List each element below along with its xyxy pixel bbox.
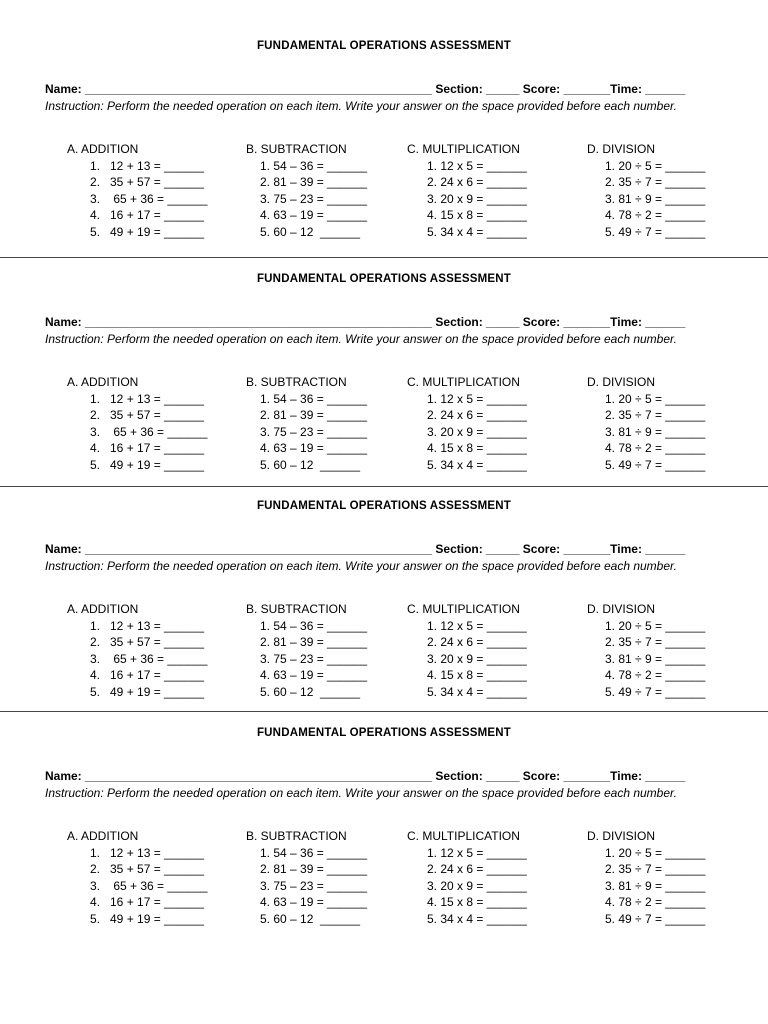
list-item: 3. 81 ÷ 9 = ______ (605, 651, 706, 666)
list-item: 4. 16 + 17 = ______ (90, 668, 205, 682)
list-item: 4. 78 ÷ 2 = ______ (605, 668, 706, 682)
name-section-score-time-line: Name: ____________________________________________________ Section: _____ Score: _______Time: ______ (45, 82, 686, 96)
list-item: 1. 12 + 13 = ______ (90, 845, 205, 860)
list-item: 5. 34 x 4 = ______ (427, 684, 527, 699)
list-item: 4. 15 x 8 = ______ (427, 668, 527, 682)
list-item: 1. 20 ÷ 5 = ______ (605, 618, 706, 633)
list-item: 1. 54 – 36 = ______ (260, 158, 368, 173)
list-item: 3. 81 ÷ 9 = ______ (605, 424, 706, 439)
subtraction-column (246, 828, 367, 927)
list-item: 5. 60 – 12 ______ (260, 684, 361, 699)
column-header-division: D. DIVISION (587, 142, 656, 156)
column-header-addition: A. ADDITION (67, 375, 139, 389)
list-item: 3. 75 – 23 = ______ (260, 651, 368, 666)
list-item: 2. 35 ÷ 7 = ______ (605, 175, 706, 189)
list-item: 3. 20 x 9 = ______ (427, 651, 527, 666)
column-header-subtraction: B. SUBTRACTION (246, 142, 347, 156)
list-item: 4. 16 + 17 = ______ (90, 208, 205, 222)
addition-column (67, 601, 207, 700)
column-header-multiplication: C. MULTIPLICATION (407, 829, 520, 843)
list-item: 4. 15 x 8 = ______ (427, 208, 527, 222)
list-item: 3. 20 x 9 = ______ (427, 424, 527, 439)
list-item: 2. 81 – 39 = ______ (260, 862, 368, 876)
list-item: 1. 12 x 5 = ______ (427, 391, 527, 406)
sheet-title: FUNDAMENTAL OPERATIONS ASSESSMENT (256, 273, 512, 285)
list-item: 4. 78 ÷ 2 = ______ (605, 208, 706, 222)
column-header-multiplication: C. MULTIPLICATION (407, 375, 520, 389)
addition-column (67, 141, 207, 240)
list-item: 5. 49 ÷ 7 = ______ (605, 457, 706, 472)
list-item: 3. 65 + 36 = ______ (90, 651, 208, 666)
list-item: 4. 63 – 19 = ______ (260, 208, 368, 222)
list-item: 2. 35 + 57 = ______ (90, 862, 205, 876)
sheet-divider (0, 486, 768, 487)
name-section-score-time-line: Name: ____________________________________________________ Section: _____ Score: _______Time: ______ (45, 315, 686, 329)
list-item: 3. 20 x 9 = ______ (427, 191, 527, 206)
list-item: 1. 12 x 5 = ______ (427, 618, 527, 633)
list-item: 4. 78 ÷ 2 = ______ (605, 895, 706, 909)
column-header-division: D. DIVISION (587, 602, 656, 616)
multiplication-column (407, 374, 527, 473)
list-item: 3. 81 ÷ 9 = ______ (605, 878, 706, 893)
list-item: 2. 35 ÷ 7 = ______ (605, 408, 706, 422)
list-item: 5. 49 + 19 = ______ (90, 224, 205, 239)
subtraction-column (246, 601, 367, 700)
multiplication-column (407, 141, 527, 240)
list-item: 3. 20 x 9 = ______ (427, 878, 527, 893)
list-item: 4. 63 – 19 = ______ (260, 441, 368, 455)
list-item: 4. 15 x 8 = ______ (427, 441, 527, 455)
list-item: 2. 24 x 6 = ______ (427, 175, 527, 189)
column-header-multiplication: C. MULTIPLICATION (407, 602, 520, 616)
addition-column (67, 374, 207, 473)
list-item: 5. 34 x 4 = ______ (427, 911, 527, 926)
list-item: 5. 60 – 12 ______ (260, 457, 361, 472)
list-item: 4. 16 + 17 = ______ (90, 895, 205, 909)
assessment-sheet-2 (0, 273, 768, 500)
list-item: 2. 81 – 39 = ______ (260, 408, 368, 422)
instruction-text: Instruction: Perform the needed operation on each item. Write your answer on the space provided before each number. (45, 332, 677, 346)
name-section-score-time-line: Name: ____________________________________________________ Section: _____ Score: _______Time: ______ (45, 769, 686, 783)
column-header-addition: A. ADDITION (67, 142, 139, 156)
list-item: 3. 75 – 23 = ______ (260, 878, 368, 893)
list-item: 5. 49 ÷ 7 = ______ (605, 911, 706, 926)
list-item: 5. 49 + 19 = ______ (90, 911, 205, 926)
list-item: 1. 54 – 36 = ______ (260, 845, 368, 860)
list-item: 2. 35 + 57 = ______ (90, 635, 205, 649)
list-item: 2. 81 – 39 = ______ (260, 635, 368, 649)
multiplication-column (407, 601, 527, 700)
list-item: 2. 81 – 39 = ______ (260, 175, 368, 189)
list-item: 1. 20 ÷ 5 = ______ (605, 391, 706, 406)
assessment-sheet-4 (0, 727, 768, 954)
name-section-score-time-line: Name: ____________________________________________________ Section: _____ Score: _______Time: ______ (45, 542, 686, 556)
list-item: 3. 75 – 23 = ______ (260, 424, 368, 439)
list-item: 2. 35 + 57 = ______ (90, 175, 205, 189)
division-column (587, 828, 705, 927)
column-header-addition: A. ADDITION (67, 602, 139, 616)
list-item: 5. 60 – 12 ______ (260, 911, 361, 926)
list-item: 2. 24 x 6 = ______ (427, 408, 527, 422)
column-header-subtraction: B. SUBTRACTION (246, 829, 347, 843)
list-item: 2. 24 x 6 = ______ (427, 862, 527, 876)
list-item: 1. 12 + 13 = ______ (90, 618, 205, 633)
column-header-division: D. DIVISION (587, 375, 656, 389)
list-item: 2. 35 + 57 = ______ (90, 408, 205, 422)
division-column (587, 601, 705, 700)
list-item: 4. 78 ÷ 2 = ______ (605, 441, 706, 455)
multiplication-column (407, 828, 527, 927)
list-item: 1. 20 ÷ 5 = ______ (605, 845, 706, 860)
sheet-divider (0, 711, 768, 712)
list-item: 2. 35 ÷ 7 = ______ (605, 862, 706, 876)
list-item: 1. 12 + 13 = ______ (90, 391, 205, 406)
list-item: 2. 24 x 6 = ______ (427, 635, 527, 649)
assessment-sheet-3 (0, 500, 768, 727)
list-item: 5. 34 x 4 = ______ (427, 224, 527, 239)
list-item: 3. 65 + 36 = ______ (90, 424, 208, 439)
list-item: 1. 20 ÷ 5 = ______ (605, 158, 706, 173)
list-item: 3. 81 ÷ 9 = ______ (605, 191, 706, 206)
division-column (587, 374, 705, 473)
subtraction-column (246, 374, 367, 473)
sheet-divider (0, 257, 768, 258)
column-header-subtraction: B. SUBTRACTION (246, 602, 347, 616)
division-column (587, 141, 705, 240)
list-item: 1. 12 + 13 = ______ (90, 158, 205, 173)
sheet-title: FUNDAMENTAL OPERATIONS ASSESSMENT (256, 500, 512, 512)
instruction-text: Instruction: Perform the needed operation on each item. Write your answer on the space provided before each number. (45, 786, 677, 800)
list-item: 2. 35 ÷ 7 = ______ (605, 635, 706, 649)
column-header-division: D. DIVISION (587, 829, 656, 843)
list-item: 1. 54 – 36 = ______ (260, 391, 368, 406)
column-header-addition: A. ADDITION (67, 829, 139, 843)
list-item: 5. 34 x 4 = ______ (427, 457, 527, 472)
list-item: 4. 63 – 19 = ______ (260, 668, 368, 682)
list-item: 3. 65 + 36 = ______ (90, 878, 208, 893)
column-header-multiplication: C. MULTIPLICATION (407, 142, 520, 156)
list-item: 5. 49 ÷ 7 = ______ (605, 224, 706, 239)
list-item: 1. 12 x 5 = ______ (427, 158, 527, 173)
instruction-text: Instruction: Perform the needed operation on each item. Write your answer on the space provided before each number. (45, 559, 677, 573)
list-item: 3. 65 + 36 = ______ (90, 191, 208, 206)
addition-column (67, 828, 207, 927)
list-item: 4. 16 + 17 = ______ (90, 441, 205, 455)
list-item: 5. 49 + 19 = ______ (90, 684, 205, 699)
list-item: 4. 15 x 8 = ______ (427, 895, 527, 909)
subtraction-column (246, 141, 367, 240)
list-item: 1. 54 – 36 = ______ (260, 618, 368, 633)
sheet-title: FUNDAMENTAL OPERATIONS ASSESSMENT (256, 727, 512, 739)
column-header-subtraction: B. SUBTRACTION (246, 375, 347, 389)
sheet-title: FUNDAMENTAL OPERATIONS ASSESSMENT (256, 40, 512, 52)
list-item: 5. 49 ÷ 7 = ______ (605, 684, 706, 699)
list-item: 5. 49 + 19 = ______ (90, 457, 205, 472)
list-item: 3. 75 – 23 = ______ (260, 191, 368, 206)
list-item: 1. 12 x 5 = ______ (427, 845, 527, 860)
list-item: 4. 63 – 19 = ______ (260, 895, 368, 909)
assessment-sheet-1 (0, 40, 768, 267)
list-item: 5. 60 – 12 ______ (260, 224, 361, 239)
instruction-text: Instruction: Perform the needed operation on each item. Write your answer on the space provided before each number. (45, 99, 677, 113)
